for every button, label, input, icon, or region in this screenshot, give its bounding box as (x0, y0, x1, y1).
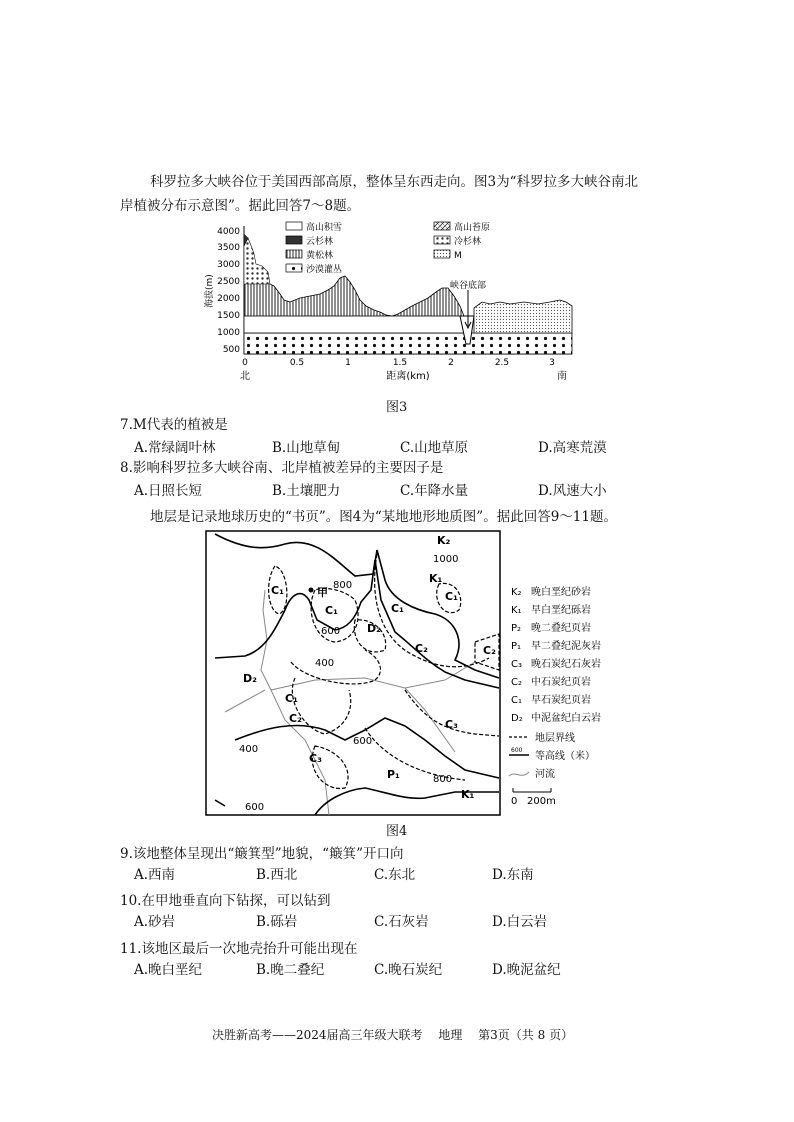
q11-option-c[interactable]: C.晚石炭纪 (374, 962, 443, 978)
q8-option-b[interactable]: B.土壤肥力 (272, 483, 341, 499)
q7-options (0, 439, 794, 457)
fig3-ytick: 2000 (217, 294, 240, 304)
legend-code: C₃ (511, 659, 522, 670)
map-label: C₂ (415, 642, 428, 655)
fig3-y-ticks (217, 227, 240, 355)
fig3-canyon-label: 峡谷底部 (449, 281, 487, 291)
fig3-ytick: 1500 (217, 311, 240, 321)
legend-code: K₁ (511, 605, 522, 616)
q10-options (0, 913, 794, 931)
q7-stem: 7.M代表的植被是 (120, 417, 228, 433)
fig3-legend-label: 云杉林 (306, 237, 334, 247)
legend-text: 早白垩纪砾岩 (531, 605, 591, 616)
intro1-line1: 科罗拉多大峡谷位于美国西部高原，整体呈东西走向。图3为“科罗拉多大峡谷南北 (150, 174, 638, 190)
fig3-ytick: 4000 (217, 227, 240, 237)
fig3-north: 北 (240, 371, 250, 382)
figure-4-caption: 图4 (386, 824, 408, 839)
page-footer: 决胜新高考——2024届高三年级大联考 地理 第3页（共 8 页） (212, 1028, 574, 1042)
fig3-x-ticks (242, 358, 555, 368)
fig3-xtick: 3 (549, 358, 555, 368)
q8-options (0, 482, 794, 500)
fig3-xtick: 2.5 (494, 358, 510, 368)
legend-boundary: 地层界线 (535, 733, 575, 744)
map-label: C₂ (483, 644, 496, 657)
legend-text: 早二叠纪泥灰岩 (531, 641, 601, 652)
contour-label: 600 (245, 802, 265, 813)
map-label: K₁ (461, 788, 475, 801)
fig3-ytick: 3500 (217, 243, 240, 253)
fig3-ytick: 500 (222, 345, 240, 355)
q11-option-d[interactable]: D.晚泥盆纪 (492, 962, 561, 978)
fig3-xtick: 1 (345, 358, 351, 368)
legend-scale-zero: 0 (511, 796, 518, 807)
legend-text: 晚二叠纪页岩 (531, 623, 591, 634)
q9-stem: 9.该地整体呈现出“簸箕型”地貌，“簸箕”开口向 (120, 846, 404, 862)
map-label: D₂ (243, 672, 257, 685)
intro1-line2: 岸植被分布示意图”。据此回答7～8题。 (120, 198, 361, 214)
legend-contour: 等高线（米） (535, 751, 595, 762)
point-jia-marker (309, 588, 314, 593)
legend-scale: 200m (527, 796, 556, 807)
fig3-ytick: 2500 (217, 277, 240, 287)
q10-option-b[interactable]: B.砾岩 (256, 914, 298, 930)
legend-code: C₂ (511, 677, 522, 688)
contour-label: 400 (239, 744, 259, 755)
legend-text: 晚白垩纪砂岩 (531, 587, 591, 598)
fig3-legend-label: M (454, 251, 462, 261)
map-label: C₁ (271, 584, 284, 597)
q8-option-d[interactable]: D.风速大小 (538, 483, 607, 499)
map-label: P₁ (387, 768, 400, 781)
contour-label: 800 (333, 580, 353, 591)
legend-river: 河流 (535, 769, 555, 780)
contour-label: 800 (433, 774, 453, 785)
fig3-xtick: 1.5 (392, 358, 408, 368)
fig3-ytick: 3000 (217, 260, 240, 270)
q9-option-a[interactable]: A.西南 (134, 867, 176, 883)
q10-option-a[interactable]: A.砂岩 (134, 914, 176, 930)
map-label: K₁ (429, 572, 443, 585)
intro2: 地层是记录地球历史的“书页”。图4为“某地地形地质图”。据此回答9～11题。 (150, 509, 617, 525)
map-label: K₂ (437, 534, 451, 547)
q7-option-d[interactable]: D.高寒荒漠 (538, 440, 607, 456)
q9-option-c[interactable]: C.东北 (374, 867, 416, 883)
legend-code: P₁ (511, 641, 522, 652)
fig3-legend-label: 高山积雪 (306, 223, 343, 233)
fig3-legend-label: 冷杉林 (454, 237, 482, 247)
map-label: C₃ (445, 718, 458, 731)
q7-option-a[interactable]: A.常绿阔叶林 (134, 440, 216, 456)
q10-option-c[interactable]: C.石灰岩 (374, 914, 429, 930)
map-label: 甲 (317, 586, 328, 599)
figure-3-caption: 图3 (386, 400, 408, 415)
q9-option-d[interactable]: D.东南 (492, 867, 534, 883)
q11-option-a[interactable]: A.晚白垩纪 (134, 962, 203, 978)
legend-text: 晚石炭纪石灰岩 (531, 659, 601, 670)
fig3-legend (286, 221, 490, 275)
fig3-xtick: 2 (448, 358, 454, 368)
map-label: C₂ (289, 712, 302, 725)
legend-text: 中石炭纪页岩 (531, 677, 591, 688)
contour-label: 400 (315, 658, 335, 669)
legend-code: P₂ (511, 623, 522, 634)
fig3-legend-label: 高山苔原 (454, 223, 491, 233)
q10-option-d[interactable]: D.白云岩 (492, 914, 548, 930)
figure-3-vegetation-profile (190, 216, 590, 386)
q9-options (0, 866, 794, 884)
legend-code: C₁ (511, 695, 522, 706)
fig3-legend-label: 沙漠灌丛 (306, 265, 343, 275)
legend-text: 中泥盆纪白云岩 (531, 713, 601, 724)
q8-stem: 8.影响科罗拉多大峡谷南、北岸植被差异的主要因子是 (120, 460, 444, 476)
q8-option-c[interactable]: C.年降水量 (400, 483, 469, 499)
fig4-legend (509, 585, 601, 807)
map-label: C₁ (285, 692, 298, 705)
map-label: C₁ (325, 604, 338, 617)
legend-code: D₂ (511, 713, 523, 724)
fig3-south: 南 (557, 371, 567, 382)
contour-label: 600 (321, 626, 341, 637)
contour-label: 1000 (433, 554, 459, 565)
q10-stem: 10.在甲地垂直向下钻探，可以钻到 (120, 893, 331, 909)
figure-4-geologic-map (205, 530, 625, 820)
fig3-xlabel: 距离(km) (386, 371, 430, 382)
map-label: C₃ (309, 752, 322, 765)
map-label: C₁ (391, 602, 404, 615)
q8-option-a[interactable]: A.日照长短 (134, 483, 203, 499)
fig3-legend-label: 黄松林 (306, 251, 334, 261)
q11-stem: 11.该地区最后一次地壳抬升可能出现在 (120, 941, 358, 957)
q7-option-b[interactable]: B.山地草甸 (272, 440, 341, 456)
fig3-ytick: 1000 (217, 328, 240, 338)
q9-option-b[interactable]: B.西北 (256, 867, 298, 883)
legend-code: K₂ (511, 587, 522, 598)
fig3-xtick: 0.5 (289, 358, 305, 368)
map-label: C₁ (445, 590, 458, 603)
fig3-xtick: 0 (242, 358, 248, 368)
map-label: D₂ (367, 622, 381, 635)
legend-text: 早石炭纪页岩 (531, 695, 591, 706)
contour-label: 600 (353, 736, 373, 747)
q7-option-c[interactable]: C.山地草原 (400, 440, 469, 456)
q11-option-b[interactable]: B.晚二叠纪 (256, 962, 325, 978)
q11-options (0, 961, 794, 979)
fig3-ylabel: 海拔(m) (205, 274, 215, 308)
legend-contour-sample: 600 (511, 747, 523, 754)
